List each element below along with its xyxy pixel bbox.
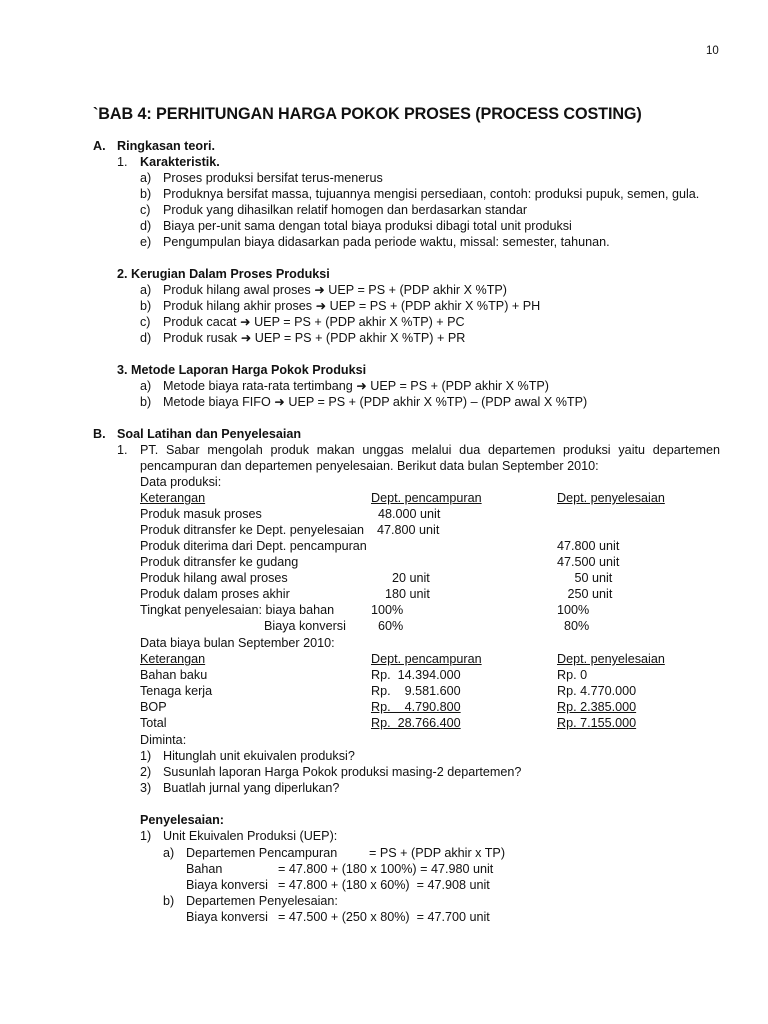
list-marker: b) [140, 299, 152, 313]
table1-header: Dept. penyelesaian [557, 491, 665, 505]
table1-cell: Produk hilang awal proses [140, 571, 288, 585]
arrow-right-icon: ➜ [314, 283, 325, 297]
list-marker: a) [140, 171, 152, 185]
table1-cell: 20 unit [371, 571, 430, 585]
table2-cell: Rp. 14.394.000 [371, 668, 461, 682]
arrow-right-icon: ➜ [315, 299, 327, 313]
list-item [163, 395, 587, 410]
biaya-konversi-label: Biaya konversi [186, 910, 268, 924]
section-a-heading: Ringkasan teori. [117, 139, 215, 153]
bahan-label: Bahan [186, 862, 223, 876]
sub1-number: 1. [117, 155, 128, 169]
penyelesaian-heading: Penyelesaian: [140, 813, 225, 827]
list-item [163, 283, 507, 298]
uep-formula: = PS + (PDP akhir x TP) [369, 846, 506, 860]
list-marker: 1) [140, 829, 152, 843]
list-marker: c) [140, 315, 151, 329]
table2-header: Dept. pencampuran [371, 652, 482, 666]
loss-label: Produk cacat [163, 315, 237, 329]
table1-cell: 80% [557, 619, 590, 633]
list-marker: c) [140, 203, 151, 217]
list-marker: b) [163, 894, 175, 908]
table1-cell: Biaya konversi [264, 619, 346, 633]
table2-cell: Rp. 4.770.000 [557, 684, 637, 698]
data-biaya-label: Data biaya bulan September 2010: [140, 636, 335, 650]
list-marker: d) [140, 219, 152, 233]
list-marker: e) [140, 235, 152, 249]
formula: UEP = PS + (PDP akhir X %TP) – (PDP awal X %TP) [288, 395, 588, 409]
table1-cell: 180 unit [371, 587, 430, 601]
table1-cell: 50 unit [557, 571, 613, 585]
loss-label: Produk hilang awal proses [163, 283, 311, 297]
table2-cell: Rp. 0 [557, 668, 588, 682]
dept-pencampuran-label: Departemen Pencampuran [186, 846, 338, 860]
formula: UEP = PS + (PDP akhir X %TP) + PH [329, 299, 541, 313]
list-item [163, 331, 465, 346]
page-title: `BAB 4: PERHITUNGAN HARGA POKOK PROSES (PROCESS COSTING) [93, 105, 642, 123]
method-label: Metode biaya rata-rata tertimbang [163, 379, 353, 393]
section-a-letter: A. [93, 139, 106, 153]
list-item [163, 379, 549, 394]
table1-header: Keterangan [140, 491, 206, 505]
formula: UEP = PS + (PDP akhir X %TP) [328, 283, 507, 297]
table2-cell: Tenaga kerja [140, 684, 213, 698]
table1-cell: Produk masuk proses [140, 507, 262, 521]
table2-cell: Rp. 28.766.400 [371, 716, 461, 730]
list-item: Biaya per-unit sama dengan total biaya produksi dibagi total unit produksi [163, 219, 572, 233]
formula: UEP = PS + (PDP akhir X %TP) [370, 379, 549, 393]
list-item: Hitunglah unit ekuivalen produksi? [163, 749, 355, 763]
table1-cell: 60% [371, 619, 404, 633]
section-b-letter: B. [93, 427, 106, 441]
problem-number: 1. [117, 443, 128, 457]
formula: UEP = PS + (PDP akhir X %TP) + PR [254, 331, 466, 345]
table2-cell: Bahan baku [140, 668, 208, 682]
list-item: Susunlah laporan Harga Pokok produksi masing-2 departemen? [163, 765, 522, 779]
method-label: Metode biaya FIFO [163, 395, 271, 409]
sub1-heading: Karakteristik. [140, 155, 220, 169]
table2-cell: Rp. 4.790.800 [371, 700, 461, 714]
list-marker: b) [140, 395, 152, 409]
list-marker: d) [140, 331, 152, 345]
table2-cell: BOP [140, 700, 167, 714]
table1-cell: Produk diterima dari Dept. pencampuran [140, 539, 367, 553]
list-item: Pengumpulan biaya didasarkan pada periode waktu, missal: semester, tahunan. [163, 235, 610, 249]
table1-cell: 47.800 unit [557, 539, 620, 553]
list-item: Buatlah jurnal yang diperlukan? [163, 781, 340, 795]
section-b-heading: Soal Latihan dan Penyelesaian [117, 427, 302, 441]
arrow-right-icon: ➜ [240, 331, 252, 345]
list-marker: 2) [140, 765, 152, 779]
table1-cell: 250 unit [557, 587, 613, 601]
table1-cell: 47.800 unit [377, 523, 440, 537]
table2-cell: Total [140, 716, 167, 730]
table1-cell: Tingkat penyelesaian: biaya bahan [140, 603, 335, 617]
list-item: Produk yang dihasilkan relatif homogen dan berdasarkan standar [163, 203, 528, 217]
table1-cell: Produk dalam proses akhir [140, 587, 290, 601]
table1-cell: Produk ditransfer ke gudang [140, 555, 299, 569]
problem-intro: PT. Sabar mengolah produk makan unggas melalui dua departemen produksi yaitu departemen pencampuran dan departemen penyelesaian. Berikut data bulan September 2010: [140, 443, 720, 474]
table2-header: Dept. penyelesaian [557, 652, 665, 666]
sub3-heading: 3. Metode Laporan Harga Pokok Produksi [117, 363, 367, 377]
loss-label: Produk hilang akhir proses [163, 299, 313, 313]
list-marker: a) [140, 379, 152, 393]
list-marker: 1) [140, 749, 152, 763]
formula: UEP = PS + (PDP akhir X %TP) + PC [254, 315, 465, 329]
data-produksi-label: Data produksi: [140, 475, 222, 489]
list-marker: 3) [140, 781, 152, 795]
arrow-right-icon: ➜ [356, 379, 367, 393]
list-item: Proses produksi bersifat terus-menerus [163, 171, 383, 185]
list-item [163, 315, 465, 330]
list-marker: a) [140, 283, 152, 297]
biaya-konversi-calc: = 47.800 + (180 x 60%) = 47.908 unit [278, 878, 490, 892]
page-number: 10 [706, 45, 719, 57]
biaya-konversi-label: Biaya konversi [186, 878, 268, 892]
diminta-label: Diminta: [140, 733, 187, 747]
uep-label: Unit Ekuivalen Produksi (UEP): [163, 829, 338, 843]
table2-cell: Rp. 7.155.000 [557, 716, 637, 730]
bahan-calc: = 47.800 + (180 x 100%) = 47.980 unit [278, 862, 494, 876]
table1-cell: 100% [371, 603, 404, 617]
table2-header: Keterangan [140, 652, 206, 666]
list-marker: a) [163, 846, 175, 860]
table1-cell: 47.500 unit [557, 555, 620, 569]
list-marker: b) [140, 187, 152, 201]
table2-cell: Rp. 2.385.000 [557, 700, 637, 714]
list-item: Produknya bersifat massa, tujuannya mengisi persediaan, contoh: produksi pupuk, semen, gula. [163, 187, 700, 201]
arrow-right-icon: ➜ [274, 395, 285, 409]
table1-cell: 100% [557, 603, 590, 617]
loss-label: Produk rusak [163, 331, 238, 345]
list-item [163, 299, 540, 314]
biaya-konversi-calc: = 47.500 + (250 x 80%) = 47.700 unit [278, 910, 490, 924]
table1-header: Dept. pencampuran [371, 491, 482, 505]
table2-cell: Rp. 9.581.600 [371, 684, 461, 698]
arrow-right-icon: ➜ [240, 315, 251, 329]
table1-cell: 48.000 unit [371, 507, 441, 521]
table1-cell: Produk ditransfer ke Dept. penyelesaian [140, 523, 365, 537]
dept-penyelesaian-label: Departemen Penyelesaian: [186, 894, 338, 908]
sub2-heading: 2. Kerugian Dalam Proses Produksi [117, 267, 330, 281]
